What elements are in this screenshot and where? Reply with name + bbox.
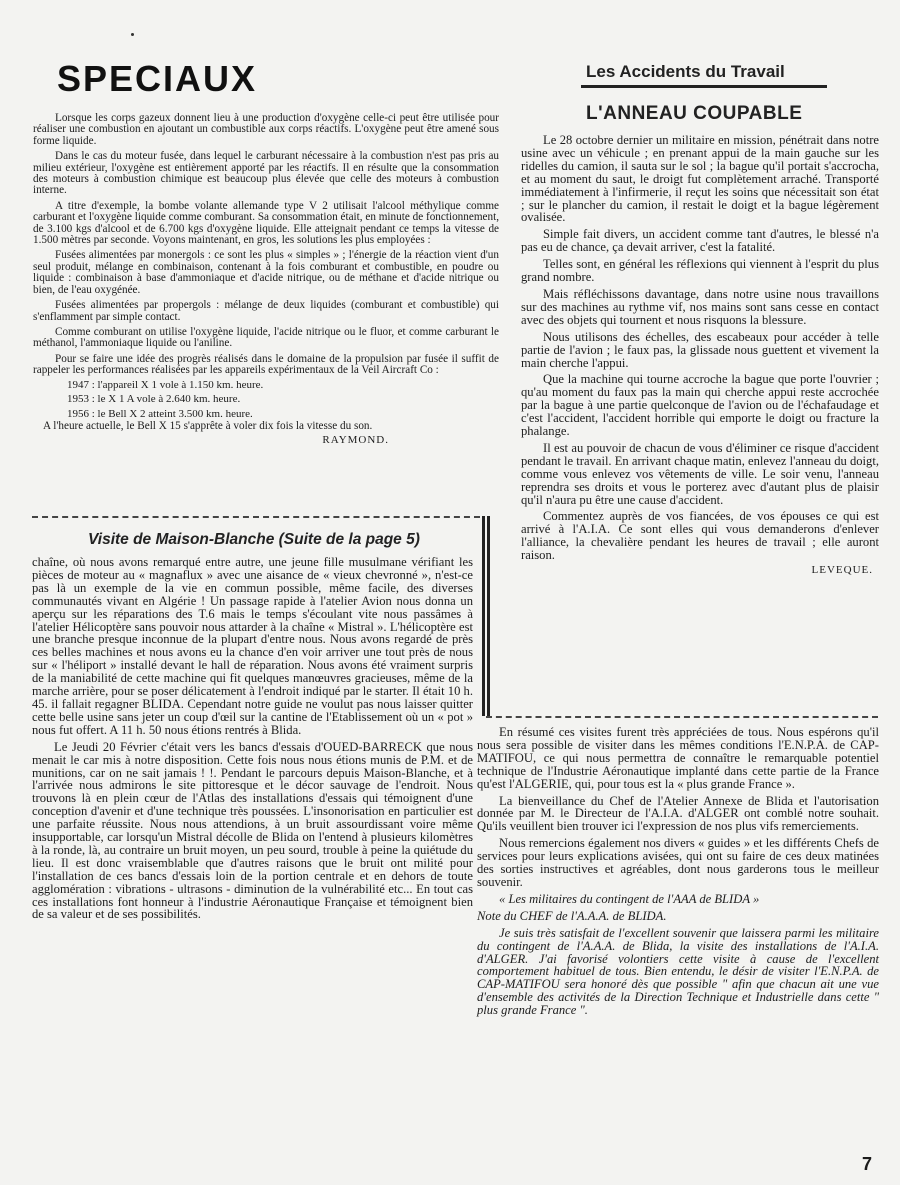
heading-rule [581,85,827,88]
visite-paragraph: chaîne, où nous avons remarqué entre autre, une jeune fille musulmane vérifiant les pièces de moteur au « magnaflux » avec une aisance de « vieux chevronné », n'est-ce pas là un exemple de la vie en commun possible, même facile, des diverses communautés vivant en Algérie ! Un passage rapide à l'atelier Avion nous donna un aperçu sur les réparations des T.6 mais le temps s'écoulant vite nous passâmes à l'atelier Hélicoptère sans pouvoir nous attarder à la chaîne « Mistral ». L'hélicoptère est une branche presque inconnue de la plupart d'entre nous. Nous avons regardé de près ces belles machines et nous avons eu la chance d'en voir arriver une tout près de nous sur « l'héliport » installé devant le hall de réparation. Nous avons été vraiment surpris de la maniabilité de cette machine qui fit quelques manœuvres gracieuses, même de la marche arrière, pour se poser délicatement à l'endroit indiqué par le starter. Il était 10 h. 45. il fallait regagner BLIDA. Cependant notre guide ne voulut pas nous laisser quitter cette belle usine sans jeter un coup d'œil sur la cantine de l'Etablissement où un « pot » nous fut offert. A 11 h. 50 nous étions rentrés à Blida. [32,555,473,737]
speciaux-paragraph: Comme comburant on utilise l'oxygène liquide, l'acide nitrique ou le fluor, et comme carburant le méthanol, l'ammoniaque liquide ou l'aniline. [33,325,499,350]
visite-continuation [477,726,879,1017]
anneau-paragraph: Simple fait divers, un accident comme tant d'autres, le blessé n'a pas eu de chance, ça devait arriver, c'est la fatalité. [521,227,879,255]
visite-signoff: « Les militaires du contingent de l'AAA de BLIDA » [499,891,760,906]
speciaux-paragraph: Fusées alimentées par monergols : ce sont les plus « simples » ; l'énergie de la réaction vient d'un seul produit, mélange en combinaison, contenant à la fois comburant et combustible, en poudre ou liquide : combinaison à base d'ammoniaque et d'acide nitrique, ou de méthane et d'acide nitrique ou bien, de l'eau oxygénée. [33,249,499,296]
speciaux-paragraph: Dans le cas du moteur fusée, dans lequel le carburant nécessaire à la combustion n'est pas pris au milieu extérieur, l'oxygène est entièrement apporté par les réactifs. Il en résulte que la consommation des moteurs à combustion chimique est beaucoup plus élevée que celle des moteurs à combustion interne. [33,150,499,197]
anneau-paragraph: Mais réfléchissons davantage, dans notre usine nous travaillons sur des machines au rythme vif, nos mains sont sans cesse en contact avec des objets qui tournent et nous risquons la blessure. [521,286,879,327]
record-line: 1947 : l'appareil X 1 vole à 1.150 km. heure. [67,378,264,391]
article-title-speciaux: SPECIAUX [57,58,258,99]
anneau-signature: LEVEQUE. [811,564,873,577]
ink-speck [131,33,134,36]
anneau-paragraph: Commentez auprès de vos fiancées, de vos épouses ce qui est arrivé à l'A.I.A. Ce sont elles qui vous demanderons d'enlever l'alliance, la chevalière pendant les heures de travail ; elle auront raison. [521,509,879,563]
visite-article-body [32,556,473,921]
speciaux-paragraph: Fusées alimentées par propergols : mélange de deux liquides (comburant et combustible) qui s'enflamment par simple contact. [33,299,499,323]
anneau-paragraph: Que la machine qui tourne accroche la bague que porte l'ouvrier ; qu'au moment du faux pas la main qui cherche appui reste accrochée par la bague à une partie quelconque de l'avion ou de l'échafaudage et c'est l'accident, l'accident horrible qui emporte le doigt ou fracture la phalange. [521,372,879,439]
record-line: 1956 : le Bell X 2 atteint 3.500 km. heure. [67,407,253,420]
speciaux-paragraph: Pour se faire une idée des progrès réalisés dans le domaine de la propulsion par fusée il suffit de rappeler les performances réalisées par les appareils expérimentaux de la Veil Aircraft Co : [33,352,499,377]
speciaux-paragraph: Lorsque les corps gazeux donnent lieu à une production d'oxygène celle-ci peut être utilisée pour réaliser une combustion en ajoutant un combustible aux corps réactifs. L'oxygène peut être amené sous forme liquide. [33,112,499,147]
speciaux-signature: RAYMOND. [322,433,389,446]
anneau-paragraph: Telles sont, en général les réflexions qui viennent à l'esprit du plus grand nombre. [521,257,879,285]
anneau-paragraph: Il est au pouvoir de chacun de vous d'éliminer ce risque d'accident pendant le travail. En arrivant chaque matin, enlevez l'anneau du doigt, comme vous enlevez vos vêtements de ville. Le soir venu, l'anneau reprendra ses droits et vous le porterez avec d'autant plus de plaisir qu'il n'aura pu être une cause d'accident. [521,440,879,507]
article-title-visite: Visite de Maison-Blanche (Suite de la page 5) [88,531,420,548]
box-divider-vertical [482,516,485,716]
anneau-paragraph: Le 28 octobre dernier un militaire en mission, pénétrait dans notre usine avec un véhicule ; en prenant appui de la main gauche sur les ridelles du camion, il sauta sur le sol ; la bague qu'il portait s'accrocha, et au moment du saut, le droigt fut complètement arraché. Transporté immédiatement à l'infirmerie, il reçut les soins que nécessitait son état ; sur le plancher du camion, il restait le doigt et la bague légèrement ovalisée. [521,133,879,225]
anneau-article-body [521,134,879,577]
chef-note-text: Je suis très satisfait de l'excellent souvenir que laissera parmi les militaire du contingent de l'A.A.A. de Blida, la visite des installations de l'A.I.A. d'ALGER. J'ai favorisé volontiers cette visite à cause de l'excellent comportement habituel de tous. Bien entendu, le désir de visiter l'E.N.P.A. de CAP-MATIFOU sera honoré dès que possible " afin que chacun ait une vue d'ensemble des activités de la Direction Technique et Industrielle dans cette " plus grande France ". [477,925,879,1018]
record-line: 1953 : le X 1 A vole à 2.640 km. heure. [67,393,241,406]
box-top-border [32,516,480,518]
speciaux-closing: A l'heure actuelle, le Bell X 15 s'apprête à voler dix fois la vitesse du son. [43,420,373,433]
section-heading-accidents: Les Accidents du Travail [586,62,785,81]
visite-paragraph: La bienveillance du Chef de l'Atelier Annexe de Blida et l'autorisation donnée par M. le Directeur de l'A.I.A. d'ALGER ont comblé notre souhait. Qu'ils veuillent bien trouver ici l'expression de nos plus vifs remerciements. [477,793,879,834]
chef-note-title: Note du CHEF de l'A.A.A. de BLIDA. [477,908,667,923]
article-title-anneau: L'ANNEAU COUPABLE [586,103,803,124]
page-number: 7 [862,1154,873,1174]
anneau-paragraph: Nous utilisons des échelles, des escabeaux pour accéder à telle partie de l'avion ; le faux pas, la glissade nous guettent et vivement la main cherche l'appui. [521,329,879,370]
visite-paragraph: Nous remercions également nos divers « guides » et les différents Chefs de services pour leurs explications avisées, qui ont su faire de ces deux matinées des sorties instructives et agréables, dont nous garderons tous le meilleur souvenir. [477,836,879,889]
speciaux-article-body [33,113,499,446]
speciaux-paragraph: A titre d'exemple, la bombe volante allemande type V 2 utilisait l'alcool méthylique comme carburant et l'oxygène liquide comme comburant. Sa consommation était, en minute de fonctionnement, de 3.100 kgs d'alcool et de 6.700 kgs d'oxygène liquide. Elle atteignait pendant ce temps la vitesse de 1.500 mètres par seconde. Voyons maintenant, en gros, les solutions les plus employées : [33,199,499,247]
box-mid-border [486,716,878,718]
visite-paragraph: En résumé ces visites furent très appréciées de tous. Nous espérons qu'il nous sera possible de visiter dans les mêmes conditions l'E.N.P.A. de CAP-MATIFOU, ce qui nous permettra de connaître le remarquable potentiel technique de l'Industrie Aéronautique implanté dans cette partie de la France qu'est l'ALGERIE, qui, pour tous est la « plus grande France ». [477,725,879,791]
visite-paragraph: Le Jeudi 20 Février c'était vers les bancs d'essais d'OUED-BARRECK que nous menait le car mis à notre disposition. Cette fois nous nous étions munis de P.M. et de munitions, car on ne sait jamais ! !. Pendant le parcours depuis Maison-Blanche, et à l'arrivée nous admirons le site pittoresque et le décor sauvage de l'endroit. Nous trouvons là en plein cœur de l'Atlas des installations d'essais qui témoignent d'une conception d'avenir et d'une technique très poussées. L'insonorisation en particulier est une parfaite réussite. Nous nous attendions, à un bruit assourdissant voire même insupportable, car lorsqu'un Mistral décolle de Blida on l'entend à plusieurs kilomètres à la ronde, là, au contraire un bruit moyen, un peu sourd, trouble à peine la quiétude du lieu. Il est donc vraisemblable que d'autres raisons que le bruit ont milité pour l'installation de ces bancs d'essais loin de la portion centrale et en dehors de toute agglomération : vibrations - ultrasons - diminution de la vulnérabilité etc... En tout cas ces installations font honneur à l'industrie Aéronautique Française et témoignent bien de sa valeur et de ses possibilités. [32,739,473,922]
box-divider-vertical [487,516,490,716]
